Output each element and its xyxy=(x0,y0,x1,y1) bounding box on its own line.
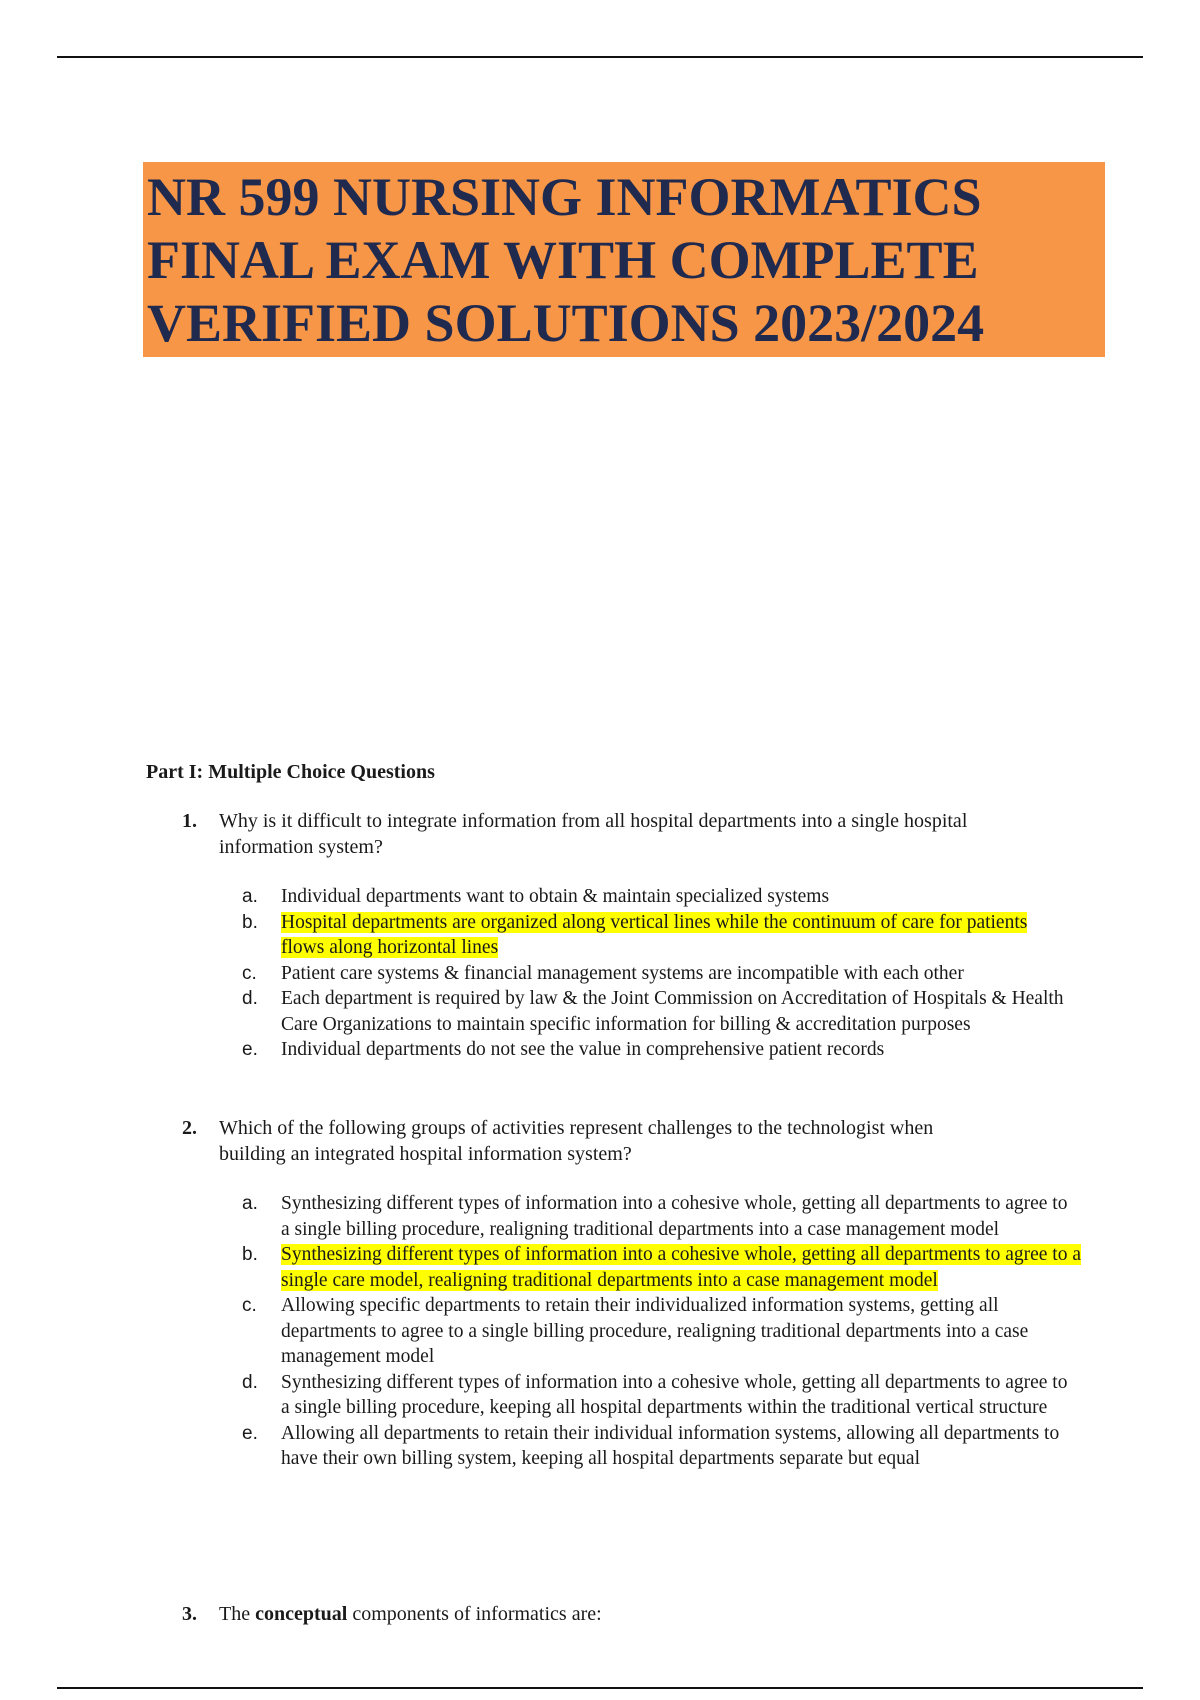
question-number: 2. xyxy=(182,1117,197,1139)
option-letter: a. xyxy=(242,886,258,907)
option-letter: d. xyxy=(242,988,258,1009)
option-b-correct xyxy=(242,910,1051,961)
option-text: Allowing all departments to retain their individual information systems, allowing all departments to have their own billing system, keeping all hospital departments separate but equal xyxy=(281,1422,1060,1469)
option-a xyxy=(242,884,1085,910)
option-letter: c. xyxy=(242,1295,257,1316)
question-text: Which of the following groups of activities represent challenges to the technologist when building an integrated hospital information system? xyxy=(219,1117,934,1165)
question-3 xyxy=(182,1601,1082,1627)
option-e xyxy=(242,1421,1071,1472)
option-b-correct xyxy=(242,1242,1085,1293)
question-text-emphasis: conceptual xyxy=(255,1603,348,1625)
bottom-horizontal-rule xyxy=(57,1687,1143,1689)
title-line-1: NR 599 NURSING INFORMATICS xyxy=(147,167,982,227)
question-text: Why is it difficult to integrate information from all hospital departments into a single hospital information system? xyxy=(219,810,968,858)
part-heading: Part I: Multiple Choice Questions xyxy=(146,761,435,783)
option-letter: c. xyxy=(242,962,257,984)
question-text xyxy=(219,1601,979,1627)
title-banner xyxy=(143,162,1105,357)
option-text: Synthesizing different types of information into a cohesive whole, getting all departments to agree to a single billing procedure, realigning traditional departments into a case management model xyxy=(281,1193,1068,1240)
question-1 xyxy=(182,808,1082,860)
top-horizontal-rule xyxy=(57,56,1143,58)
option-d xyxy=(242,986,1085,1037)
option-letter: e. xyxy=(242,1039,258,1060)
question-number: 1. xyxy=(182,810,197,832)
question-text-before: The xyxy=(219,1603,256,1625)
question-1-options xyxy=(242,884,1085,1063)
question-2-options xyxy=(242,1191,1085,1472)
question-number: 3. xyxy=(182,1603,197,1625)
question-text-after: components of informatics are: xyxy=(347,1603,602,1625)
title-line-3: VERIFIED SOLUTIONS 2023/2024 xyxy=(147,293,985,353)
option-text: Each department is required by law & the Joint Commission on Accreditation of Hospitals & Health Care Organizations to maintain specific information for billing & accreditation purposes xyxy=(281,988,1064,1035)
option-letter: e. xyxy=(242,1422,258,1444)
option-letter: a. xyxy=(242,1193,258,1214)
highlighted-answer-text: Hospital departments are organized along vertical lines while the continuum of care for patients flows along horizontal lines xyxy=(281,911,1028,958)
option-a xyxy=(242,1191,1071,1242)
option-text: Allowing specific departments to retain their individualized information systems, getting all departments to agree to a single billing procedure, realigning traditional departments into a case management model xyxy=(281,1295,1029,1367)
option-text: Individual departments want to obtain & maintain specialized systems xyxy=(281,886,830,907)
option-letter: b. xyxy=(242,911,258,933)
option-text: Synthesizing different types of information into a cohesive whole, getting all departments to agree to a single billing procedure, keeping all hospital departments within the traditional vertical structure xyxy=(281,1371,1068,1418)
option-c xyxy=(242,961,1085,987)
option-e xyxy=(242,1037,1085,1063)
option-d xyxy=(242,1370,1071,1421)
title-line-2: FINAL EXAM WITH COMPLETE xyxy=(147,230,979,290)
highlighted-answer-text: Synthesizing different types of information into a cohesive whole, getting all departments to agree to a single care model, realigning traditional departments into a case management model xyxy=(281,1244,1082,1291)
option-c xyxy=(242,1293,1071,1370)
question-2 xyxy=(182,1115,1082,1167)
option-letter: b. xyxy=(242,1244,258,1265)
option-letter: d. xyxy=(242,1371,258,1393)
option-text: Patient care systems & financial management systems are incompatible with each other xyxy=(281,962,964,984)
option-text: Individual departments do not see the value in comprehensive patient records xyxy=(281,1039,885,1060)
